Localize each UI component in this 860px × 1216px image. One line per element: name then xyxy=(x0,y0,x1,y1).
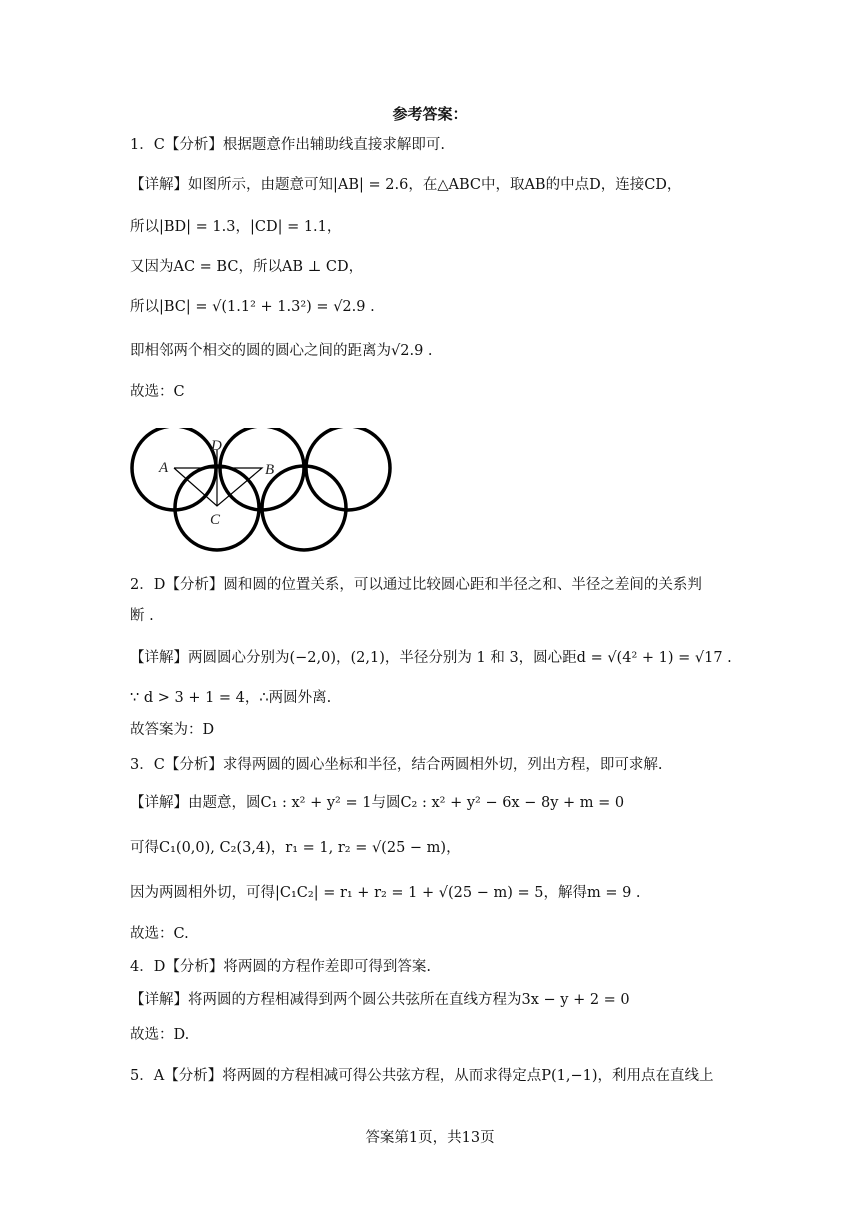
q5-analysis: 5．A【分析】将两圆的方程相减可得公共弦方程，从而求得定点P(1,−1)，利用点在直线上 xyxy=(130,1068,714,1084)
q2-answer: 故答案为：D xyxy=(130,722,215,738)
q2-detail-line: ∵ d > 3 + 1 = 4，∴两圆外离. xyxy=(130,690,332,706)
q1-analysis: 1．C【分析】根据题意作出辅助线直接求解即可. xyxy=(130,137,445,153)
q1-answer: 故选：C xyxy=(130,384,185,400)
q1-detail-line: 所以|BC| = √(1.1² + 1.3²) = √2.9 . xyxy=(130,299,375,315)
olympic-rings-figure xyxy=(128,428,398,558)
q4-analysis: 4．D【分析】将两圆的方程作差即可得到答案. xyxy=(130,959,431,975)
q2-detail-line: 【详解】两圆圆心分别为(−2,0)，(2,1)，半径分别为 1 和 3，圆心距d = √(4² + 1) = √17 . xyxy=(130,650,732,666)
page-footer: 答案第1页，共13页 xyxy=(365,1130,495,1146)
q3-analysis: 3．C【分析】求得两圆的圆心坐标和半径，结合两圆相外切，列出方程，即可求解. xyxy=(130,757,663,773)
page-title: 参考答案： xyxy=(392,105,468,123)
label-c: C xyxy=(210,512,221,528)
q3-answer: 故选：C. xyxy=(130,926,189,942)
q3-detail-line: 【详解】由题意，圆C₁ : x² + y² = 1与圆C₂ : x² + y² − 6x − 8y + m = 0 xyxy=(130,795,625,811)
q2-analysis-cont: 断 . xyxy=(130,608,154,624)
label-b: B xyxy=(265,462,275,478)
q1-detail-line: 【详解】如图所示，由题意可知|AB| = 2.6，在△ABC中，取AB的中点D，连接CD， xyxy=(130,177,682,193)
q3-detail-line: 因为两圆相外切，可得|C₁C₂| = r₁ + r₂ = 1 + √(25 − m) = 5，解得m = 9 . xyxy=(130,885,641,901)
q4-detail-line: 【详解】将两圆的方程相减得到两个圆公共弦所在直线方程为3x − y + 2 = 0 xyxy=(130,992,630,1008)
q1-detail-line: 又因为AC = BC，所以AB ⊥ CD， xyxy=(130,259,364,275)
label-a: A xyxy=(159,460,169,476)
q2-analysis: 2．D【分析】圆和圆的位置关系，可以通过比较圆心距和半径之和、半径之差间的关系判 xyxy=(130,577,702,593)
q1-detail-line: 即相邻两个相交的圆的圆心之间的距离为√2.9 . xyxy=(130,343,433,359)
q1-detail-line: 所以|BD| = 1.3，|CD| = 1.1， xyxy=(130,219,342,235)
triangle-abc xyxy=(174,468,262,506)
q3-detail-line: 可得C₁(0,0), C₂(3,4)，r₁ = 1, r₂ = √(25 − m)， xyxy=(130,840,461,856)
label-d: D xyxy=(211,438,222,454)
q4-answer: 故选：D. xyxy=(130,1027,190,1043)
